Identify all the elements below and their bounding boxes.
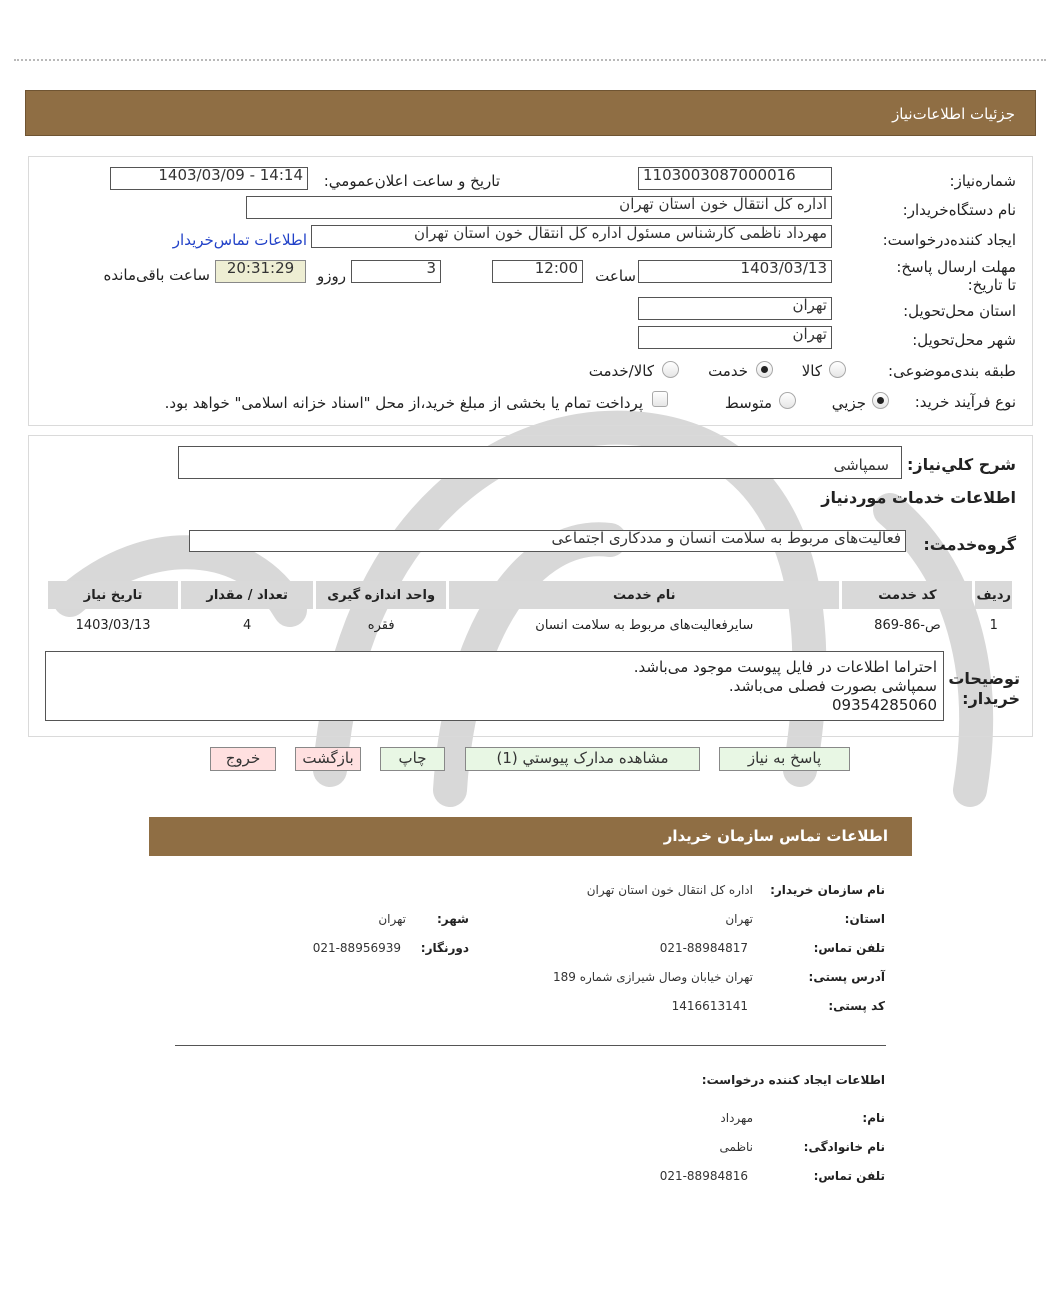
col-quantity: تعداد / مقدار <box>181 581 313 609</box>
remaining-days-field: 3 <box>351 260 441 283</box>
print-button[interactable]: چاپ <box>380 747 445 771</box>
contact-phone-value: 021-88984817 <box>659 941 748 955</box>
creator-phone-value: 021-88984816 <box>659 1169 748 1183</box>
city-field: تهران <box>638 326 832 349</box>
announce-datetime-field: 1403/03/09 - 14:14 <box>110 167 308 190</box>
category-label: طبقه بندی‌موضوعی: <box>888 362 1016 380</box>
cell-unit: فقره <box>367 617 395 633</box>
back-button[interactable]: بازگشت <box>295 747 361 771</box>
buyer-notes-box <box>45 651 944 721</box>
treasury-payment-note: پرداخت تمام یا بخشی از مبلغ خرید،از محل "اسناد خزانه اسلامی" خواهد بود. <box>164 394 643 412</box>
deadline-time-field: 12:00 <box>492 260 583 283</box>
contact-address-label: آدرس پستی: <box>808 970 885 984</box>
process-option-minor: جزيي <box>831 394 866 412</box>
creator-last-name-value: ناظمی <box>719 1140 753 1154</box>
deadline-time-label: ساعت <box>595 267 636 285</box>
summary-label: شرح کلي‌نیاز: <box>907 455 1016 474</box>
buyer-org-label: نام دستگاه‌خريدار: <box>902 201 1016 219</box>
buyer-org-field: اداره کل انتقال خون استان تهران <box>246 196 832 219</box>
process-radio-minor[interactable] <box>872 392 889 409</box>
need-number-label: شماره‌نیاز: <box>949 172 1016 190</box>
services-heading: اطلاعات خدمات موردنیاز <box>821 488 1016 507</box>
top-divider <box>14 59 1046 61</box>
contact-fax-value: 021-88956939 <box>312 941 401 955</box>
contact-city-label: شهر: <box>437 912 469 926</box>
announce-datetime-label: تاریخ و ساعت اعلان‌عمومي: <box>323 172 500 190</box>
need-number-field: 1103003087000016 <box>638 167 832 190</box>
services-table-header <box>48 581 1012 609</box>
contact-province-label: استان: <box>844 912 885 926</box>
services-table <box>45 578 1015 641</box>
attachments-button[interactable]: مشاهده مدارک پیوستي (1) <box>465 747 700 771</box>
contact-org-value: اداره کل انتقال خون استان تهران <box>586 883 753 897</box>
category-option-goods-service: کالا/خدمت <box>588 362 654 380</box>
contact-postal-code-label: کد پستی: <box>828 999 885 1013</box>
remaining-time-timer: 20:31:29 <box>215 260 306 283</box>
category-option-service: خدمت <box>708 362 748 380</box>
col-unit: واحد اندازه گیری <box>316 581 446 609</box>
requester-label: ایجاد کننده‌درخواست: <box>882 231 1016 249</box>
buyer-notes-label: توضیحات خریدار: <box>948 669 1020 708</box>
process-option-medium: متوسط <box>724 394 772 412</box>
contact-divider <box>175 1045 886 1046</box>
service-group-field: فعالیت‌های مربوط به سلامت انسان و مددکاری اجتماعی <box>189 530 906 552</box>
cell-row-number: 1 <box>989 617 998 633</box>
city-label: شهر محل‌تحویل: <box>912 331 1016 349</box>
creator-heading: اطلاعات ایجاد کننده درخواست: <box>701 1073 885 1087</box>
creator-first-name-label: نام: <box>862 1111 885 1125</box>
contact-fax-label: دورنگار: <box>420 941 469 955</box>
exit-button[interactable]: خروج <box>210 747 276 771</box>
category-radio-goods-service[interactable] <box>662 361 679 378</box>
province-field: تهران <box>638 297 832 320</box>
creator-first-name-value: مهرداد <box>720 1111 753 1125</box>
deadline-date-field: 1403/03/13 <box>638 260 832 283</box>
table-row <box>48 612 1012 638</box>
deadline-label: مهلت ارسال پاسخ: تا تاریخ: <box>896 258 1016 294</box>
remaining-time-label: ساعت باقی‌مانده <box>103 266 210 284</box>
contact-phone-label: تلفن تماس: <box>813 941 885 955</box>
province-label: استان محل‌تحویل: <box>903 302 1016 320</box>
contact-postal-code-value: 1416613141 <box>671 999 748 1013</box>
treasury-payment-checkbox[interactable] <box>652 391 668 407</box>
reply-button[interactable]: پاسخ به نیاز <box>719 747 850 771</box>
summary-field: سمپاشی <box>178 446 902 479</box>
process-radio-medium[interactable] <box>779 392 796 409</box>
process-type-label: نوع فرآیند خرید: <box>914 393 1016 411</box>
category-radio-goods[interactable] <box>829 361 846 378</box>
cell-quantity: 4 <box>242 617 252 633</box>
buyer-notes-line: 09354285060 <box>832 696 937 714</box>
creator-phone-label: تلفن تماس: <box>813 1169 885 1183</box>
contact-title: اطلاعات تماس سازمان خریدار <box>663 827 888 845</box>
contact-city-value: تهران <box>378 912 406 926</box>
contact-org-label: نام سازمان خریدار: <box>770 883 885 897</box>
buyer-notes-line: سمپاشی بصورت فصلی می‌باشد. <box>728 677 937 695</box>
buyer-contact-link[interactable]: اطلاعات تماس‌خريدار <box>172 231 307 249</box>
remaining-days-label: روزو <box>317 267 346 285</box>
cell-service-code: ص-86-869 <box>874 617 941 633</box>
contact-address-value: تهران خیابان وصال شیرازی شماره 189 <box>552 970 753 984</box>
col-row-number: ردیف <box>975 581 1012 609</box>
cell-need-date: 1403/03/13 <box>75 617 151 633</box>
col-need-date: تاریخ نیاز <box>48 581 178 609</box>
contact-header <box>149 817 912 856</box>
category-option-goods: کالا <box>801 362 822 380</box>
page-title: جزئیات اطلاعات‌نیاز <box>892 105 1015 123</box>
col-service-code: کد خدمت <box>842 581 972 609</box>
category-radio-service[interactable] <box>756 361 773 378</box>
page-header <box>25 90 1036 136</box>
cell-service-name: سایرفعالیت‌های مربوط به سلامت انسان <box>535 617 754 633</box>
service-group-label: گروه‌خدمت: <box>923 535 1016 554</box>
col-service-name: نام خدمت <box>449 581 839 609</box>
contact-province-value: تهران <box>725 912 753 926</box>
creator-last-name-label: نام خانوادگی: <box>803 1140 885 1154</box>
buyer-notes-line: احتراما اطلاعات در فایل پیوست موجود می‌باشد. <box>633 658 937 676</box>
requester-field: مهرداد ناظمی کارشناس مسئول اداره کل انتقال خون استان تهران <box>311 225 832 248</box>
